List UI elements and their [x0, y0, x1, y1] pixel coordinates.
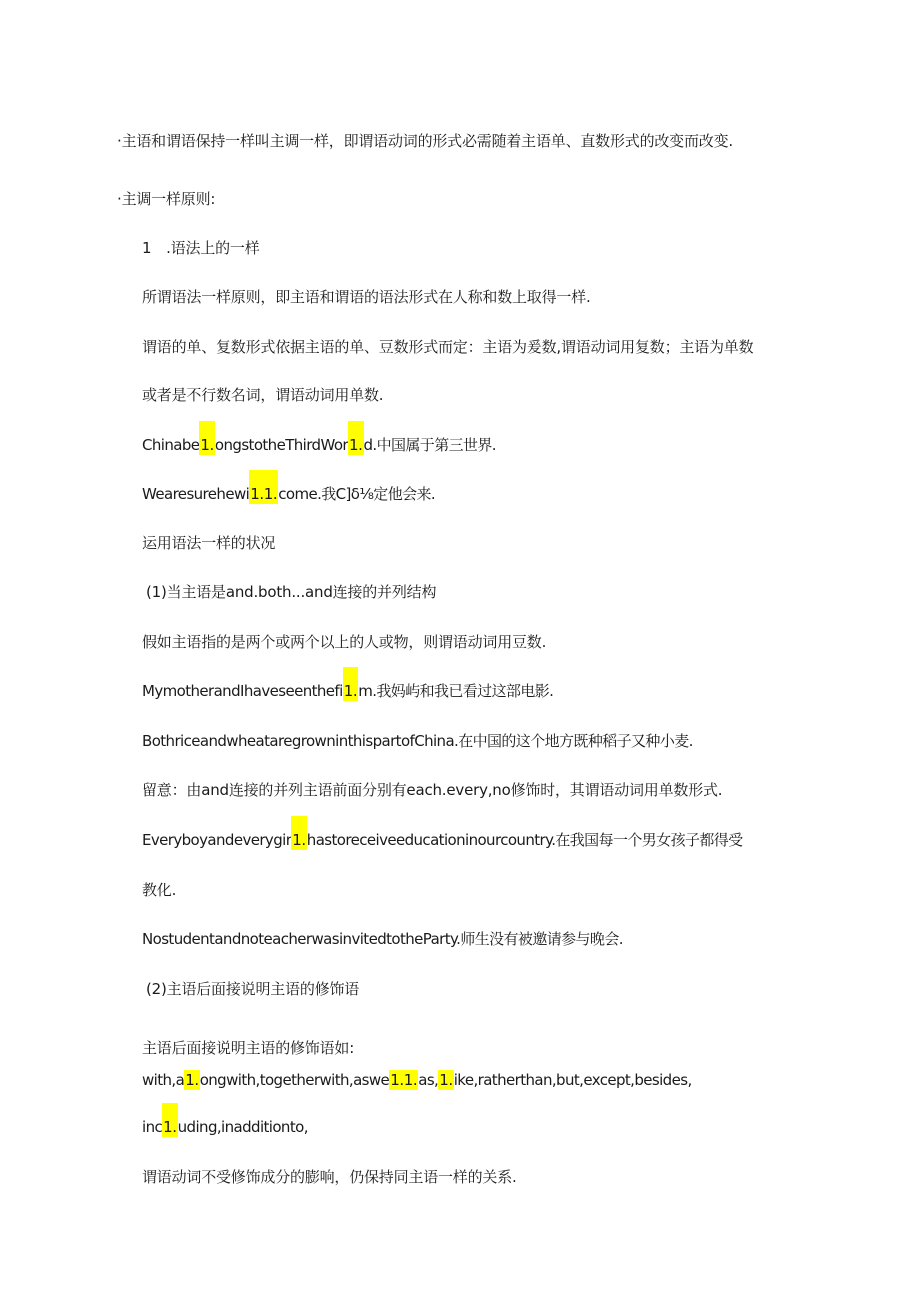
highlight-mark: 1. — [348, 421, 364, 455]
paragraph-subject-verb-agreement-definition: ·主语和谓语保持一样叫主调一样，即谓语动词的形式必需随着主语单、直数形式的改变而改变. — [117, 132, 733, 150]
example-sentence-we-are-sure — [142, 484, 435, 504]
list-modifier-phrases-continued — [142, 1117, 308, 1137]
heading-agreement-principles: ·主调一样原则: — [117, 190, 216, 208]
list-modifier-phrases — [142, 1070, 692, 1090]
example-sentence-rice-wheat: BothriceandwheataregrowninthispartofChina.在中国的这个地方既种稻子又种小麦. — [142, 732, 693, 750]
paragraph-grammatical-agreement-definition: 所谓语法一样原则，即主语和谓语的语法形式在人称和数上取得一样. — [142, 288, 591, 306]
highlight-mark: 1. — [185, 1071, 199, 1089]
highlight-mark: 1.1. — [390, 1071, 418, 1089]
example-text: hastoreceiveeducationinourcountry.在我国每一个男女孩子都得受 — [306, 831, 743, 849]
paragraph-case-2-intro: 主语后面接说明主语的修饰语如: — [142, 1039, 355, 1057]
highlight-mark: 1.1. — [249, 470, 278, 504]
example-text: d.中国属于第三世界. — [363, 436, 496, 454]
example-text: m.我妈屿和我已看过这部电影. — [358, 682, 554, 700]
example-text: ike,ratherthan,but,except,besides, — [453, 1071, 692, 1089]
highlight-mark: 1. — [439, 1071, 453, 1089]
highlight-mark: 1. — [162, 1103, 178, 1137]
subheading-case-2: (2)主语后面接说明主语的修饰语 — [146, 980, 360, 998]
example-text: ongstotheThirdWor — [214, 436, 348, 454]
example-sentence-no-student: NostudentandnoteacherwasinvitedtotheParty.师生没有被邀请参与晚会. — [142, 930, 623, 948]
heading-grammatical-agreement: 1 .语法上的一样 — [142, 239, 260, 257]
example-text: with,a — [142, 1071, 185, 1089]
paragraph-case-2-rule: 谓语动词不受修饰成分的膨响，仍保持同主语一样的关系. — [142, 1168, 517, 1186]
example-text: Wearesurehewi — [142, 485, 250, 503]
example-text: come.我C]δ⅛定他会来. — [278, 485, 436, 503]
example-text: uding,inadditionto, — [177, 1118, 308, 1136]
example-text: inc — [142, 1118, 163, 1136]
example-text: MymotherandIhaveseenthefi — [142, 682, 343, 700]
highlight-mark: 1. — [199, 421, 215, 455]
example-text: Everyboyandeverygir — [142, 831, 292, 849]
highlight-mark: 1. — [343, 667, 359, 701]
example-sentence-every-boy — [142, 830, 743, 850]
paragraph-note-each-every-no: 留意：由and连接的并列主语前面分别有each.every,no修饰时，其谓语动词用单数形式. — [142, 781, 723, 799]
paragraph-number-rule-part1: 谓语的单、复数形式依据主语的单、豆数形式而定：主语为爰数,谓语动词用复数；主语为单数 — [142, 338, 754, 356]
highlight-mark: 1. — [291, 816, 307, 850]
example-text: as, — [418, 1071, 439, 1089]
paragraph-number-rule-part2: 或者是不行数名词，谓语动词用单数. — [142, 386, 384, 404]
example-text: Chinabe — [142, 436, 200, 454]
example-sentence-my-mother — [142, 681, 553, 701]
subheading-case-1: (1)当主语是and.both...and连接的并列结构 — [146, 583, 437, 601]
paragraph-case-1-rule: 假如主语指的是两个或两个以上的人或物，则谓语动词用豆数. — [142, 633, 547, 651]
heading-usage-cases: 运用语法一样的状况 — [142, 534, 276, 552]
example-text: ongwith,togetherwith,aswe — [199, 1071, 390, 1089]
example-sentence-every-boy-continued: 教化. — [142, 881, 177, 899]
example-sentence-china — [142, 435, 496, 455]
